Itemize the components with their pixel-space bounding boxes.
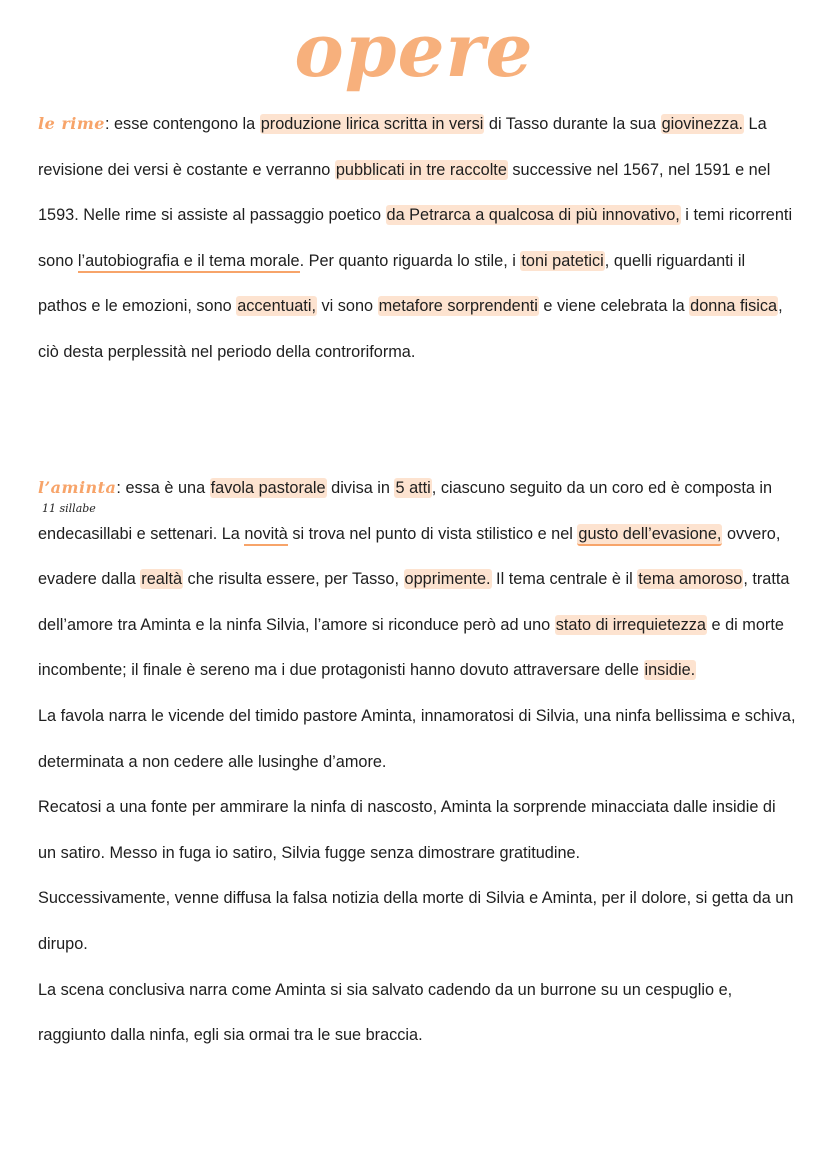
- highlight: tema amoroso: [638, 570, 743, 589]
- highlight: accentuati,: [237, 297, 316, 316]
- text: : essa è una: [116, 479, 210, 497]
- annotated-word: [38, 501, 133, 543]
- text: successive nel 1567, nel 1591 e nel 1593. Nelle rime si assiste al passaggio poetico: [38, 160, 771, 225]
- page-title: opere: [294, 8, 534, 94]
- highlight: donna fisica: [690, 297, 778, 316]
- highlight: pubblicati in tre raccolte: [335, 160, 507, 179]
- section-aminta: [38, 465, 798, 1059]
- highlight: produzione lirica scritta in versi: [260, 115, 484, 133]
- text: si trova nel punto di vista stilistico e nel: [287, 524, 578, 543]
- highlight: gusto dell’evasione,: [577, 524, 722, 546]
- text: La revisione dei versi è costante e verranno: [38, 115, 767, 179]
- text: divisa in: [326, 479, 395, 497]
- text: , ciascuno seguito da un coro ed è composta in: [431, 479, 773, 497]
- highlight: toni patetici: [521, 251, 604, 270]
- highlight: opprimente.: [404, 570, 491, 589]
- highlight: da Petrarca a qualcosa di più innovativo,: [386, 206, 680, 225]
- text: , quelli riguardanti il pathos e le emozioni, sono: [38, 251, 746, 316]
- paragraph: La favola narra le vicende del timido pastore Aminta, innamoratosi di Silvia, una ninfa bellissima e schiva, determinata a non cedere alle lusinghe d’amore.: [38, 706, 796, 771]
- highlight: giovinezza.: [661, 115, 744, 133]
- section-label-rime: le rime: [38, 114, 105, 133]
- text: . Per quanto riguarda lo stile, i: [299, 251, 521, 270]
- highlight: realtà: [141, 570, 183, 589]
- section-rime: [38, 101, 798, 376]
- text: e viene celebrata la: [538, 297, 690, 316]
- text: che risulta essere, per Tasso,: [183, 570, 404, 589]
- section-label-aminta: l’aminta: [38, 478, 117, 497]
- highlight: insidie.: [644, 661, 696, 680]
- highlight: stato di irrequietezza: [555, 615, 706, 634]
- underlined-text: novità: [244, 525, 287, 546]
- text: di Tasso durante la sua: [484, 115, 661, 133]
- text: , ciò desta perplessità nel periodo della controriforma.: [38, 297, 783, 361]
- paragraph: Successivamente, venne diffusa la falsa notizia della morte di Silvia e Aminta, per il dolore, si getta da un dirupo.: [38, 889, 794, 953]
- text: i temi ricorrenti sono: [38, 206, 793, 270]
- underlined-text: l’autobiografia e il tema morale: [78, 252, 300, 273]
- handwritten-annotation: 11 sillabe: [42, 501, 96, 515]
- text: vi sono: [316, 297, 378, 316]
- aminta-intro-paragraph: [38, 465, 798, 694]
- highlight: metafore sorprendenti: [378, 297, 538, 316]
- text: : esse contengono la: [104, 115, 260, 133]
- text: e settenari. La: [132, 524, 245, 543]
- text: , tratta dell’amore tra Aminta e la ninfa Silvia, l’amore si riconduce però ad uno: [38, 570, 790, 634]
- text: endecasillabi: [38, 524, 133, 543]
- highlight: 5 atti: [395, 479, 431, 497]
- text: ovvero, evadere dalla: [38, 524, 781, 589]
- text: Il tema centrale è il: [491, 570, 638, 589]
- text: e di morte incombente; il finale è sereno ma i due protagonisti hanno dovuto attraversare delle: [38, 615, 784, 680]
- highlight: favola pastorale: [210, 479, 326, 497]
- paragraph: La scena conclusiva narra come Aminta si sia salvato cadendo da un burrone su un cespuglio e, raggiunto dalla ninfa, egli sia ormai tra le sue braccia.: [38, 980, 733, 1045]
- paragraph: Recatosi a una fonte per ammirare la ninfa di nascosto, Aminta la sorprende minacciata dalle insidie di un satiro. Messo in fuga io satiro, Silvia fugge senza dimostrare gratitudine.: [38, 798, 776, 862]
